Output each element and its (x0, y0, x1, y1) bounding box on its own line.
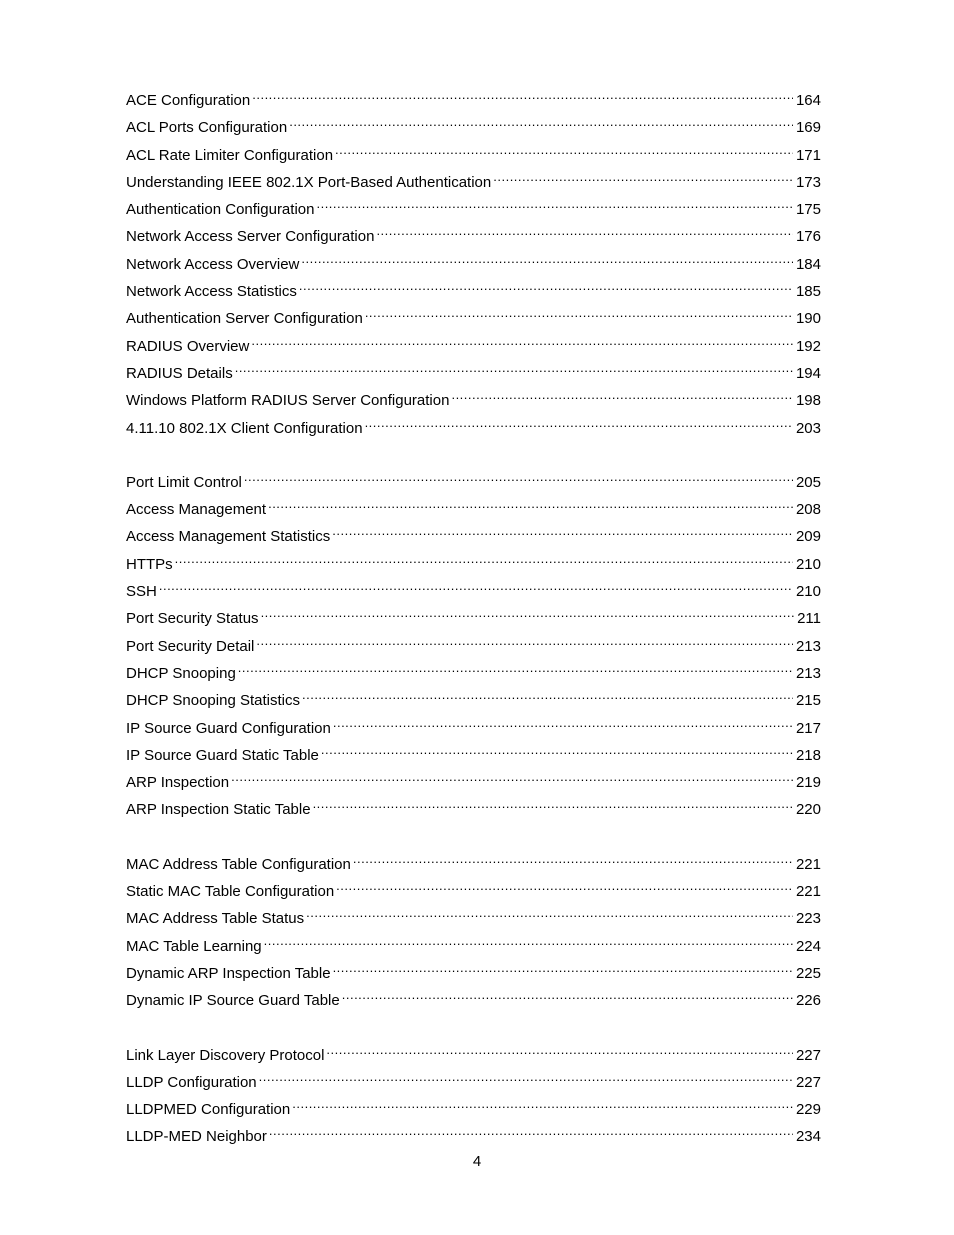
dot-leader (235, 358, 793, 378)
dot-leader (264, 931, 793, 951)
toc-entry-page: 176 (795, 228, 821, 246)
toc-group (126, 85, 821, 440)
toc-group (126, 1040, 821, 1149)
toc-entry-page: 225 (795, 964, 821, 982)
dot-leader (301, 249, 793, 269)
toc-entry-title: RADIUS Details (126, 364, 233, 382)
toc-entry-title: Authentication Configuration (126, 201, 315, 219)
toc-entry-title: Port Security Status (126, 610, 259, 628)
toc-entry-page: 203 (795, 419, 821, 437)
toc-entry[interactable] (126, 276, 821, 303)
toc-entry-page: 205 (795, 473, 821, 491)
toc-entry-title: Dynamic ARP Inspection Table (126, 964, 331, 982)
toc-entry[interactable] (126, 85, 821, 112)
toc-entry-page: 211 (797, 610, 821, 628)
toc-entry[interactable] (126, 1040, 821, 1067)
dot-leader (342, 985, 793, 1005)
toc-entry-title: ACL Ports Configuration (126, 119, 288, 137)
toc-entry-page: 213 (795, 664, 821, 682)
toc-entry-title: ACE Configuration (126, 92, 251, 109)
toc-entry-title: Network Access Statistics (126, 283, 297, 301)
toc-entry-page: 208 (795, 501, 821, 519)
toc-entry-page: 169 (795, 119, 821, 137)
toc-entry[interactable] (126, 221, 821, 248)
toc-entry-page: 210 (795, 555, 821, 573)
toc-entry-page: 173 (795, 173, 821, 191)
toc-entry-title: MAC Address Table Status (126, 910, 305, 928)
toc-entry-page: 219 (795, 774, 821, 792)
toc-group (126, 467, 821, 822)
dot-leader (244, 467, 793, 487)
toc-entry[interactable] (126, 303, 821, 330)
toc-entry-title: MAC Address Table Configuration (126, 855, 351, 873)
toc-entry-title: Understanding IEEE 802.1X Port-Based Authentication (126, 173, 492, 191)
toc-entry[interactable] (126, 603, 821, 630)
toc-entry-title: DHCP Snooping Statistics (126, 692, 300, 710)
dot-leader (333, 713, 793, 733)
toc-entry-page: 229 (795, 1101, 821, 1119)
dot-leader (365, 303, 793, 323)
toc-entry-title: ARP Inspection Static Table (126, 801, 311, 819)
dot-leader (251, 331, 793, 351)
dot-leader (159, 576, 793, 596)
dot-leader (326, 1040, 793, 1060)
toc-entry[interactable] (126, 1067, 821, 1094)
dot-leader (261, 603, 795, 623)
dot-leader (365, 413, 793, 433)
dot-leader (353, 849, 793, 869)
toc-entry-page: 209 (795, 528, 821, 546)
toc-entry-page: 234 (795, 1128, 821, 1146)
toc-entry[interactable] (126, 794, 821, 821)
toc-entry-title: MAC Table Learning (126, 937, 262, 955)
toc-entry[interactable] (126, 931, 821, 958)
toc-entry[interactable] (126, 740, 821, 767)
dot-leader (252, 85, 793, 105)
toc-entry-title: 4.11.10 802.1X Client Configuration (126, 419, 363, 437)
toc-entry-page: 224 (795, 937, 821, 955)
toc-entry-page: 213 (795, 637, 821, 655)
toc-entry-title: Windows Platform RADIUS Server Configuration (126, 392, 450, 410)
dot-leader (451, 385, 793, 405)
toc-entry[interactable] (126, 958, 821, 985)
toc-entry-title: Network Access Server Configuration (126, 228, 375, 246)
toc-entry[interactable] (126, 112, 821, 139)
dot-leader (306, 903, 793, 923)
toc-entry-title: Link Layer Discovery Protocol (126, 1046, 325, 1064)
toc-entry-title: LLDP Configuration (126, 1073, 257, 1091)
toc-entry[interactable] (126, 249, 821, 276)
toc-entry-page: 164 (795, 92, 821, 109)
toc-entry[interactable] (126, 903, 821, 930)
toc-entry-page: 185 (795, 283, 821, 301)
toc-entry-page: 218 (795, 746, 821, 764)
toc-entry-page: 217 (795, 719, 821, 737)
toc-entry-title: Static MAC Table Configuration (126, 883, 335, 901)
toc-entry[interactable] (126, 876, 821, 903)
dot-leader (316, 194, 793, 214)
toc-entry-page: 194 (795, 364, 821, 382)
toc-entry[interactable] (126, 576, 821, 603)
toc-entry-page: 190 (795, 310, 821, 328)
toc-entry-title: SSH (126, 583, 157, 601)
toc-entry[interactable] (126, 1094, 821, 1121)
toc-entry[interactable] (126, 413, 821, 440)
toc-entry-page: 221 (795, 855, 821, 873)
dot-leader (256, 631, 793, 651)
toc-entry-title: LLDP-MED Neighbor (126, 1128, 267, 1146)
toc-entry-page: 220 (795, 801, 821, 819)
toc-entry[interactable] (126, 521, 821, 548)
dot-leader (175, 549, 793, 569)
toc-entry-page: 210 (795, 583, 821, 601)
toc-entry-title: Dynamic IP Source Guard Table (126, 992, 340, 1010)
toc-entry-page: 192 (795, 337, 821, 355)
toc-entry-title: LLDPMED Configuration (126, 1101, 291, 1119)
dot-leader (289, 112, 793, 132)
toc-entry-page: 226 (795, 992, 821, 1010)
toc-entry-title: Port Security Detail (126, 637, 255, 655)
toc-entry[interactable] (126, 849, 821, 876)
dot-leader (302, 685, 793, 705)
toc-entry-page: 227 (795, 1073, 821, 1091)
toc-entry-title: ACL Rate Limiter Configuration (126, 146, 334, 164)
toc-entry-title: DHCP Snooping (126, 664, 236, 682)
toc-entry-page: 175 (795, 201, 821, 219)
toc-entry-title: Authentication Server Configuration (126, 310, 363, 328)
toc-entry[interactable] (126, 167, 821, 194)
dot-leader (259, 1067, 793, 1087)
toc-entry-title: IP Source Guard Configuration (126, 719, 331, 737)
toc-entry[interactable] (126, 985, 821, 1012)
toc-entry[interactable] (126, 631, 821, 658)
toc-entry-title: Access Management Statistics (126, 528, 331, 546)
dot-leader (321, 740, 793, 760)
dot-leader (332, 521, 793, 541)
toc-entry-title: HTTPs (126, 555, 173, 573)
dot-leader (299, 276, 793, 296)
toc-entry-title: IP Source Guard Static Table (126, 746, 319, 764)
toc-entry-title: Network Access Overview (126, 255, 300, 273)
toc-entry[interactable] (126, 331, 821, 358)
toc-entry-page: 215 (795, 692, 821, 710)
toc-entry-page: 221 (795, 883, 821, 901)
toc-entry[interactable] (126, 140, 821, 167)
toc-entry-page: 171 (795, 146, 821, 164)
toc-entry-title: Access Management (126, 501, 267, 519)
dot-leader (292, 1094, 793, 1114)
toc-entry-page: 227 (795, 1046, 821, 1064)
dot-leader (268, 494, 793, 514)
toc-entry[interactable] (126, 494, 821, 521)
toc-entry[interactable] (126, 1121, 821, 1148)
toc-entry[interactable] (126, 194, 821, 221)
dot-leader (376, 221, 793, 241)
dot-leader (313, 794, 793, 814)
toc-entry[interactable] (126, 467, 821, 494)
toc-entry-title: Port Limit Control (126, 473, 242, 491)
toc-entry[interactable] (126, 767, 821, 794)
dot-leader (336, 876, 793, 896)
dot-leader (238, 658, 793, 678)
toc-entry[interactable] (126, 685, 821, 712)
toc-entry-title: ARP Inspection (126, 774, 230, 792)
dot-leader (269, 1121, 793, 1141)
toc-entry[interactable] (126, 658, 821, 685)
toc-group (126, 849, 821, 1013)
table-of-contents (126, 85, 821, 1149)
toc-entry[interactable] (126, 385, 821, 412)
toc-entry-page: 184 (795, 255, 821, 273)
dot-leader (333, 958, 793, 978)
dot-leader (231, 767, 793, 787)
dot-leader (335, 140, 793, 160)
dot-leader (493, 167, 793, 187)
toc-entry[interactable] (126, 713, 821, 740)
toc-entry[interactable] (126, 549, 821, 576)
page-number: 4 (472, 1153, 482, 1170)
toc-entry[interactable] (126, 358, 821, 385)
toc-entry-title: RADIUS Overview (126, 337, 250, 355)
toc-entry-page: 198 (795, 392, 821, 410)
toc-entry-page: 223 (795, 910, 821, 928)
